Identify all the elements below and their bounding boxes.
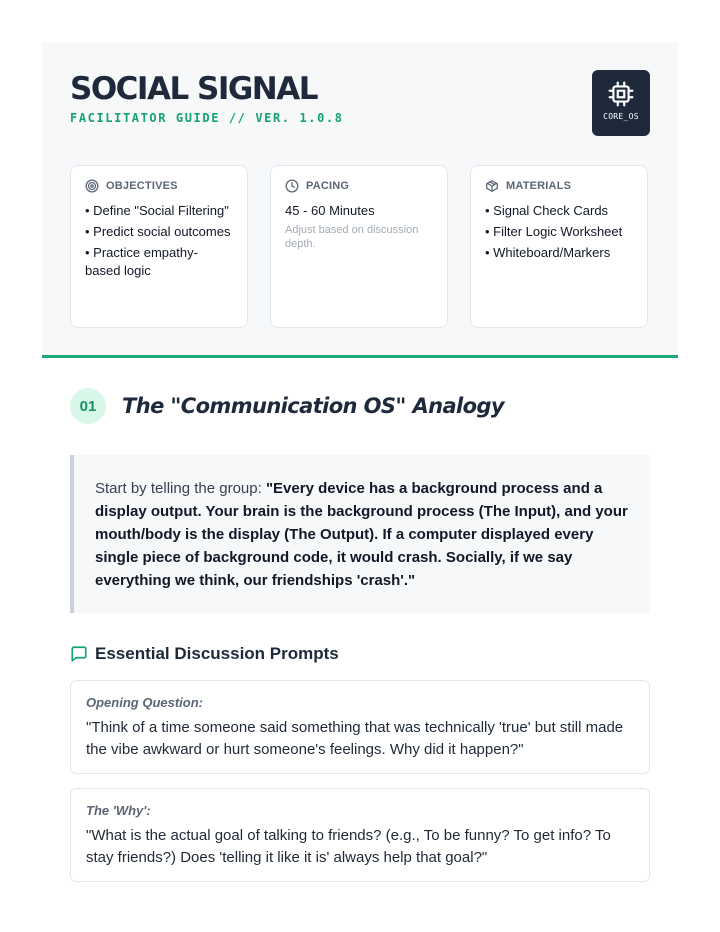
overview-cards	[70, 165, 648, 328]
list-item: • Define "Social Filtering"	[85, 203, 229, 218]
list-item: • Whiteboard/Markers	[485, 245, 611, 260]
pacing-title: PACING	[306, 180, 350, 192]
prompts-heading	[70, 644, 650, 664]
core-os-badge	[592, 70, 650, 136]
prompt-label: The 'Why':	[86, 803, 151, 818]
analogy-paragraph	[95, 477, 628, 592]
analogy-intro: Start by telling the group:	[95, 480, 266, 497]
list-item: • Predict social outcomes	[85, 224, 231, 239]
analogy-quote-box	[70, 455, 650, 613]
pacing-card	[270, 165, 448, 328]
materials-card	[470, 165, 648, 328]
chat-bubble-icon	[70, 645, 88, 663]
materials-title: MATERIALS	[506, 180, 572, 192]
section-number: 01	[70, 388, 106, 424]
guide-header	[42, 42, 678, 358]
objectives-title: OBJECTIVES	[106, 180, 178, 192]
prompt-label: Opening Question:	[86, 695, 203, 710]
prompt-card	[70, 680, 650, 774]
cpu-chip-icon	[608, 81, 634, 107]
section-heading	[70, 388, 678, 424]
materials-list	[485, 202, 633, 262]
list-item: • Signal Check Cards	[485, 203, 609, 218]
list-item: • Practice empathy-based logic	[85, 245, 198, 278]
prompts-heading-text: Essential Discussion Prompts	[95, 644, 339, 663]
clock-icon	[285, 179, 299, 193]
objectives-card	[70, 165, 248, 328]
guide-title: SOCIAL SIGNAL	[70, 71, 317, 107]
facilitator-guide-page	[42, 42, 678, 882]
prompt-text: "What is the actual goal of talking to friends? (e.g., To be funny? To get info? To stay friends?) Does 'telling it like it is' always help that goal?"	[86, 827, 611, 866]
target-icon	[85, 179, 99, 193]
guide-subtitle: FACILITATOR GUIDE // VER. 1.0.8	[70, 111, 344, 125]
box-icon	[485, 179, 499, 193]
pacing-note: Adjust based on discussion depth.	[285, 224, 419, 250]
prompt-card	[70, 788, 650, 882]
pacing-duration: 45 - 60 Minutes	[285, 203, 375, 218]
section-title: The "Communication OS" Analogy	[122, 394, 504, 418]
badge-label: CORE_OS	[603, 112, 639, 121]
analogy-quote: "Every device has a background process and a display output. Your brain is the background process (The Input), and your mouth/body is the display (The Output). If a computer displayed every single piece of background code, it would crash. Socially, if we say everything we think, our friendships 'crash'."	[95, 480, 628, 589]
prompt-text: "Think of a time someone said something that was technically 'true' but still made the vibe awkward or hurt someone's feelings. Why did it happen?"	[86, 719, 624, 758]
objectives-list	[85, 202, 233, 280]
list-item: • Filter Logic Worksheet	[485, 224, 623, 239]
